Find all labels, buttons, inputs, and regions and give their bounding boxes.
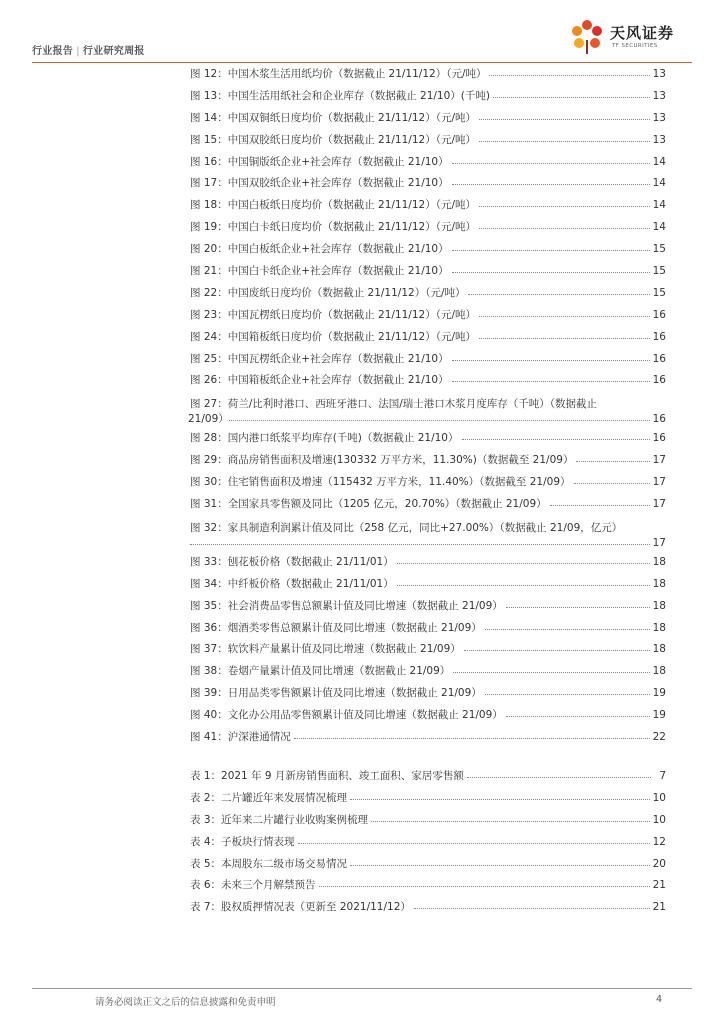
toc-entry-page: 16 <box>652 308 666 321</box>
toc-entry-title-line1: 图 27：荷兰/比利时港口、西班牙港口、法国/瑞士港口木浆月度库存（千吨）（数据截止 <box>190 398 598 411</box>
dot-leader <box>464 649 650 651</box>
toc-entry-title: 图 25：中国瓦楞纸企业+社会库存（数据截止 21/10） <box>190 352 449 365</box>
toc-entry[interactable] <box>190 877 666 899</box>
toc-entry-page: 18 <box>652 643 666 656</box>
toc-entry-page: 17 <box>652 476 666 489</box>
dot-leader <box>452 183 650 185</box>
toc-entry[interactable] <box>190 598 666 620</box>
toc-entry[interactable] <box>190 110 666 132</box>
dot-leader <box>453 671 649 673</box>
report-category-label: 行业报告 <box>32 46 74 57</box>
toc-entry-title-line2 <box>190 536 666 551</box>
dot-leader <box>479 118 650 120</box>
dot-leader <box>452 162 650 164</box>
dot-leader <box>350 798 650 800</box>
toc-entry-title: 图 41：沪深港通情况 <box>190 731 291 744</box>
toc-entry-page: 17 <box>652 498 666 511</box>
toc-entry[interactable] <box>190 241 666 263</box>
toc-entry[interactable] <box>190 554 666 576</box>
toc-entry-page: 14 <box>652 199 666 212</box>
toc-entry-page: 7 <box>659 769 666 782</box>
toc-entry-title: 图 39：日用品类零售额累计值及同比增速（数据截止 21/09） <box>190 687 482 700</box>
toc-entry-page: 10 <box>652 791 666 804</box>
toc-entry-page: 13 <box>652 68 666 80</box>
toc-entry-page: 14 <box>652 221 666 234</box>
toc-entry-page: 13 <box>652 111 666 124</box>
dot-leader <box>493 96 650 98</box>
toc-entry-title: 表 5：本周股东二级市场交易情况 <box>190 857 348 870</box>
flower-logo-icon <box>566 16 608 58</box>
toc-entry[interactable] <box>190 856 666 878</box>
toc-entry-multiline[interactable] <box>190 394 666 430</box>
toc-entry-title: 图 22：中国废纸日度均价（数据截止 21/11/12）（元/吨） <box>190 286 466 299</box>
toc-entry-page: 17 <box>652 536 666 549</box>
toc-entry-title: 图 21：中国白卡纸企业+社会库存（数据截止 21/10） <box>190 265 449 278</box>
toc-entry[interactable] <box>190 496 666 518</box>
toc-entry-page: 22 <box>652 731 666 744</box>
toc-entry[interactable] <box>190 707 666 729</box>
toc-entry-page: 18 <box>652 621 666 634</box>
dot-leader <box>479 315 650 317</box>
report-category <box>32 42 145 57</box>
dot-leader <box>485 628 650 630</box>
toc-entry-title: 表 2：二片罐近年来发展情况梳理 <box>190 791 348 804</box>
dot-leader <box>298 842 650 844</box>
toc-entry-multiline[interactable] <box>190 518 666 554</box>
toc-entry-title: 图 28：国内港口纸浆平均库存(千吨)（数据截止 21/10） <box>190 432 459 445</box>
toc-entry-title: 图 29：商品房销售面积及增速(130332 万平方米，11.30%)（数据截至 21/09） <box>190 454 574 467</box>
toc-entry-title: 图 19：中国白卡纸日度均价（数据截止 21/11/12）（元/吨） <box>190 221 476 234</box>
toc-entry[interactable] <box>190 620 666 642</box>
toc-entry-page: 18 <box>652 665 666 678</box>
toc-entry-page: 15 <box>652 243 666 256</box>
dot-leader <box>452 380 650 382</box>
toc-entry-page: 16 <box>652 432 666 445</box>
dot-leader <box>350 864 650 866</box>
toc-entry-title: 图 38：卷烟产量累计值及同比增速（数据截止 21/09） <box>190 665 451 678</box>
toc-entry-page: 18 <box>652 555 666 568</box>
dot-leader <box>397 562 650 564</box>
toc-entry-page: 10 <box>652 813 666 826</box>
toc-entry-title: 表 6：未来三个月解禁预告 <box>190 879 316 892</box>
toc-entry-title: 图 18：中国白板纸日度均价（数据截止 21/11/12）（元/吨） <box>190 199 476 212</box>
toc-entry-title: 表 4：子板块行情表现 <box>190 835 295 848</box>
table-of-contents <box>190 66 666 921</box>
toc-entry[interactable] <box>190 175 666 197</box>
toc-entry-page: 16 <box>652 374 666 387</box>
toc-entry-title: 图 26：中国箱板纸企业+社会库存（数据截止 21/10） <box>190 374 449 387</box>
toc-entry[interactable] <box>190 834 666 856</box>
dot-leader <box>397 584 650 586</box>
toc-entry-title: 图 30：住宅销售面积及增速（115432 万平方米，11.40%）（数据截至 21/09） <box>190 476 571 489</box>
toc-entry-page: 18 <box>652 577 666 590</box>
section-gap <box>190 751 666 768</box>
toc-entry-title-line1: 图 32：家具制造利润累计值及同比（258 亿元，同比+27.00%）（数据截止 21/09，亿元） <box>190 521 623 534</box>
dot-leader <box>479 140 650 142</box>
toc-entry-title-line2 <box>188 412 666 427</box>
toc-entry-page: 18 <box>652 599 666 612</box>
dot-leader <box>479 205 650 207</box>
figure-list-c <box>190 554 666 751</box>
toc-entry-title-line2-text: 21/09） <box>188 413 229 426</box>
toc-entry-title: 图 23：中国瓦楞纸日度均价（数据截止 21/11/12）（元/吨） <box>190 308 476 321</box>
toc-entry-page: 15 <box>652 265 666 278</box>
toc-entry-page: 16 <box>652 352 666 365</box>
toc-entry[interactable] <box>190 430 666 452</box>
dot-leader <box>479 337 650 339</box>
toc-entry-page: 19 <box>652 687 666 700</box>
toc-entry[interactable] <box>190 351 666 373</box>
toc-entry[interactable] <box>190 329 666 351</box>
dot-leader <box>506 606 650 608</box>
toc-entry-title: 图 35：社会消费品零售总额累计值及同比增速（数据截止 21/09） <box>190 599 503 612</box>
toc-entry[interactable] <box>190 576 666 598</box>
header-divider <box>32 62 692 63</box>
logo-chinese-name: 天风证券 <box>610 24 675 42</box>
toc-entry[interactable] <box>190 197 666 219</box>
dot-leader <box>294 737 650 739</box>
toc-entry-title: 表 1：2021 年 9 月新房销售面积、竣工面积、家居零售额 <box>190 769 464 782</box>
dot-leader <box>319 885 650 887</box>
toc-entry-title: 图 34：中纤板价格（数据截止 21/11/01） <box>190 577 394 590</box>
toc-entry-title: 图 31：全国家具零售额及同比（1205 亿元，20.70%）（数据截止 21/09） <box>190 498 547 511</box>
toc-entry-title: 图 12：中国木浆生活用纸均价（数据截止 21/11/12）（元/吨） <box>190 68 487 80</box>
table-list <box>190 768 666 921</box>
toc-entry-title: 表 3：近年来二片罐行业收购案例梳理 <box>190 813 369 826</box>
toc-entry[interactable] <box>190 768 666 790</box>
page-number: 4 <box>656 994 663 1005</box>
toc-entry-page: 15 <box>652 286 666 299</box>
toc-entry-title: 表 7：股权质押情况表（更新至 2021/11/12） <box>190 901 411 914</box>
toc-entry[interactable] <box>190 685 666 707</box>
toc-entry[interactable] <box>190 307 666 329</box>
toc-entry-page: 13 <box>652 133 666 146</box>
toc-entry-title: 图 36：烟酒类零售总额累计值及同比增速（数据截止 21/09） <box>190 621 482 634</box>
dot-leader <box>452 271 650 273</box>
toc-entry[interactable] <box>190 66 666 88</box>
toc-entry-title: 图 33：刨花板价格（数据截止 21/11/01） <box>190 555 394 568</box>
toc-entry[interactable] <box>190 452 666 474</box>
toc-entry[interactable] <box>190 729 666 751</box>
toc-entry[interactable] <box>190 219 666 241</box>
toc-entry-page: 19 <box>652 709 666 722</box>
toc-entry-page: 13 <box>652 89 666 102</box>
dot-leader <box>371 820 650 822</box>
dot-leader <box>452 249 650 251</box>
toc-entry-title: 图 20：中国白板纸企业+社会库存（数据截止 21/10） <box>190 243 449 256</box>
toc-entry[interactable] <box>190 790 666 812</box>
dot-leader <box>414 907 650 909</box>
toc-entry-page: 14 <box>652 155 666 168</box>
toc-entry-page: 17 <box>652 454 666 467</box>
dot-leader <box>229 419 650 421</box>
toc-entry-title: 图 15：中国双胶纸日度均价（数据截止 21/11/12）（元/吨） <box>190 133 476 146</box>
toc-entry-title: 图 24：中国箱板纸日度均价（数据截止 21/11/12）（元/吨） <box>190 330 476 343</box>
toc-entry-title: 图 16：中国铜版纸企业+社会库存（数据截止 21/10） <box>190 155 449 168</box>
dot-leader <box>462 438 650 440</box>
toc-entry-title: 图 37：软饮料产量累计值及同比增速（数据截止 21/09） <box>190 643 461 656</box>
toc-entry-page: 20 <box>652 857 666 870</box>
toc-entry-page: 21 <box>652 901 666 914</box>
dot-leader <box>468 293 649 295</box>
toc-entry-title: 图 17：中国双胶纸企业+社会库存（数据截止 21/10） <box>190 177 449 190</box>
dot-leader <box>452 359 650 361</box>
dot-leader <box>489 74 649 76</box>
toc-entry[interactable] <box>190 285 666 307</box>
figure-list-b <box>190 452 666 518</box>
toc-entry[interactable] <box>190 132 666 154</box>
report-subcategory-label: 行业研究周报 <box>82 46 145 57</box>
toc-entry-page: 16 <box>652 330 666 343</box>
toc-entry[interactable] <box>190 641 666 663</box>
footer-disclaimer: 请务必阅读正文之后的信息披露和免责申明 <box>95 997 276 1008</box>
header-separator: | <box>76 46 80 57</box>
company-logo <box>566 16 686 58</box>
toc-entry[interactable] <box>190 263 666 285</box>
dot-leader <box>485 693 650 695</box>
toc-entry-page: 12 <box>652 835 666 848</box>
toc-entry[interactable] <box>190 812 666 834</box>
toc-entry-title: 图 40：文化办公用品零售额累计值及同比增速（数据截止 21/09） <box>190 709 503 722</box>
dot-leader <box>506 715 650 717</box>
toc-entry-page: 16 <box>652 413 666 426</box>
toc-entry-page: 21 <box>652 879 666 892</box>
dot-leader <box>550 504 650 506</box>
toc-entry[interactable] <box>190 372 666 394</box>
dot-leader <box>467 776 651 778</box>
toc-entry[interactable] <box>190 899 666 921</box>
dot-leader <box>479 227 650 229</box>
toc-entry-page: 14 <box>652 177 666 190</box>
toc-entry[interactable] <box>190 154 666 176</box>
logo-english-name: TF SECURITIES <box>612 43 658 49</box>
figure-list-a <box>190 66 666 394</box>
toc-entry[interactable] <box>190 663 666 685</box>
dot-leader <box>574 482 650 484</box>
footer-divider <box>32 988 692 989</box>
toc-entry[interactable] <box>190 88 666 110</box>
dot-leader <box>190 543 650 545</box>
toc-entry-title: 图 14：中国双铜纸日度均价（数据截止 21/11/12）（元/吨） <box>190 111 476 124</box>
toc-entry[interactable] <box>190 474 666 496</box>
dot-leader <box>576 460 649 462</box>
toc-entry-title: 图 13：中国生活用纸社会和企业库存（数据截止 21/10）(千吨) <box>190 89 490 102</box>
